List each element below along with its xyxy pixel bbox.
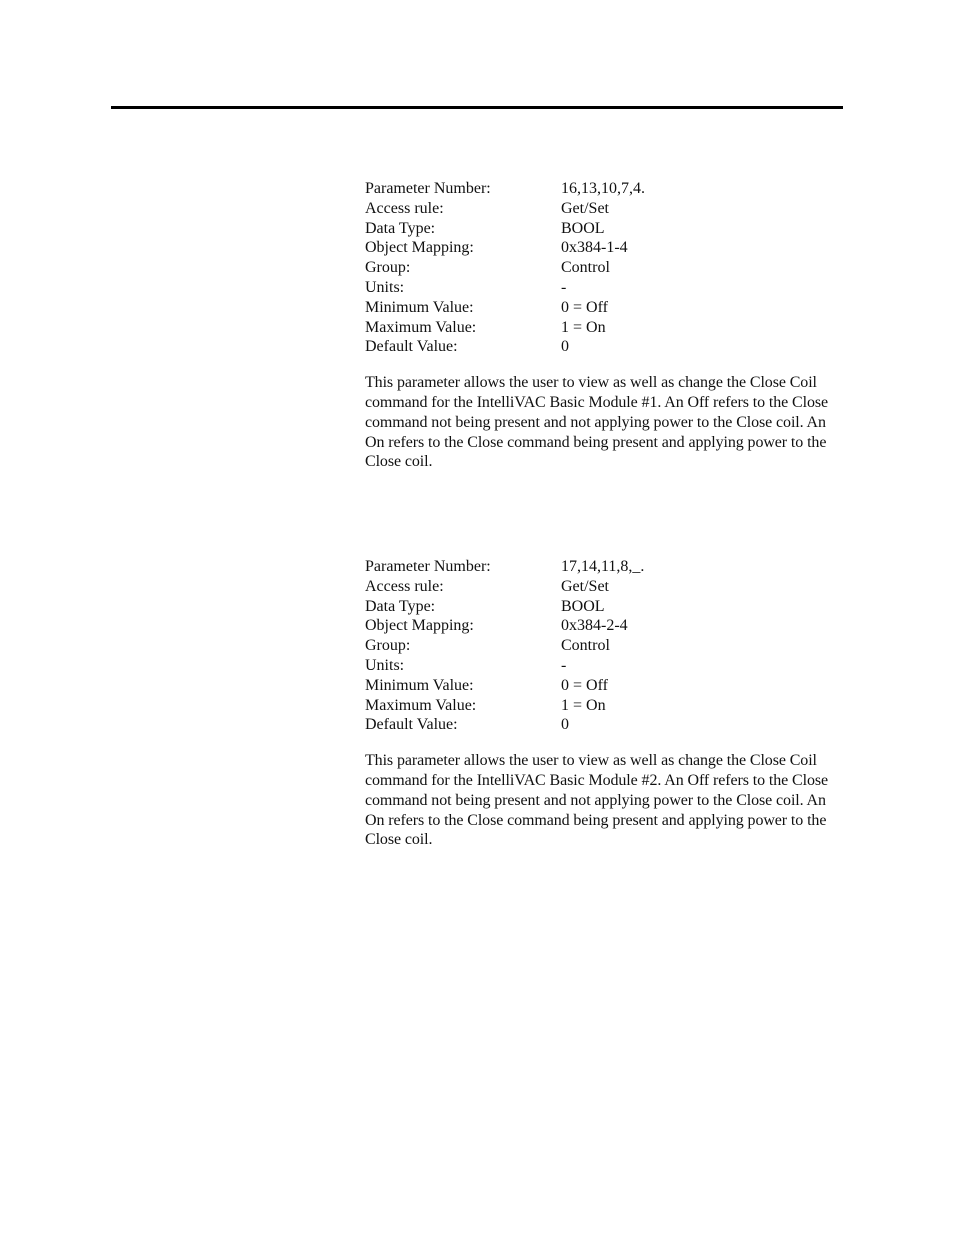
param-label: Minimum Value: [365,676,474,694]
param-row-group [365,258,645,278]
param-label: Data Type: [365,219,436,237]
param-row-object-mapping [365,238,645,258]
param-value: BOOL [561,219,605,237]
param-row-number [365,179,645,199]
param-label: Parameter Number: [365,558,491,575]
param-value: - [561,278,567,296]
param-value: - [561,656,567,674]
param-row-access-rule [365,577,644,597]
param-row-data-type [365,219,645,239]
param-row-number [365,557,644,577]
param-value: 0x384-1-4 [561,239,628,257]
param-label: Maximum Value: [365,318,477,336]
param-row-default-value [365,715,644,735]
parameter-block-1 [365,179,845,472]
param-label: Group: [365,637,411,655]
param-label: Group: [365,259,411,277]
param-value: 1 = On [561,696,606,714]
param-label: Object Mapping: [365,239,474,257]
parameter-block-2 [365,557,845,850]
param-row-default-value [365,337,645,357]
param-label: Units: [365,656,405,674]
param-row-units [365,656,644,676]
param-row-units [365,278,645,298]
param-label: Access rule: [365,577,444,595]
param-label: Parameter Number: [365,180,491,197]
param-label: Object Mapping: [365,617,474,635]
param-value: Control [561,637,610,655]
header-rule [111,106,843,109]
param-row-group [365,636,644,656]
param-value: Get/Set [561,199,609,217]
parameter-description-1: This parameter allows the user to view as well as change the Close Coil command for the IntelliVAC Basic Module #1. An Off refers to the Close command not being present and not applying power to the Close coil. An On refers to the Close command being present and applying power to the Close coil. [365,374,828,471]
param-row-maximum-value [365,696,644,716]
param-label: Data Type: [365,597,436,615]
param-value: Get/Set [561,577,609,595]
param-label: Default Value: [365,338,458,356]
param-value: 0 [561,338,569,356]
param-value: 0 [561,716,569,734]
param-value: Control [561,259,610,277]
parameter-table-2 [365,557,644,735]
param-label: Maximum Value: [365,696,477,714]
param-row-minimum-value [365,676,644,696]
param-value: 1 = On [561,318,606,336]
parameter-description-2: This parameter allows the user to view as well as change the Close Coil command for the IntelliVAC Basic Module #2. An Off refers to the Close command not being present and not applying power to the Close coil. An On refers to the Close command being present and applying power to the Close coil. [365,752,828,849]
param-row-maximum-value [365,318,645,338]
param-label: Units: [365,278,405,296]
param-label: Minimum Value: [365,298,474,316]
param-row-access-rule [365,199,645,219]
param-value: 17,14,11,8,_. [561,558,645,575]
parameter-table-1 [365,179,645,357]
param-label: Default Value: [365,716,458,734]
param-value: 16,13,10,7,4. [561,180,645,197]
param-row-minimum-value [365,298,645,318]
param-row-data-type [365,597,644,617]
param-value: 0 = Off [561,298,608,316]
param-row-object-mapping [365,616,644,636]
param-value: BOOL [561,597,605,615]
param-label: Access rule: [365,199,444,217]
param-value: 0 = Off [561,676,608,694]
param-value: 0x384-2-4 [561,617,628,635]
